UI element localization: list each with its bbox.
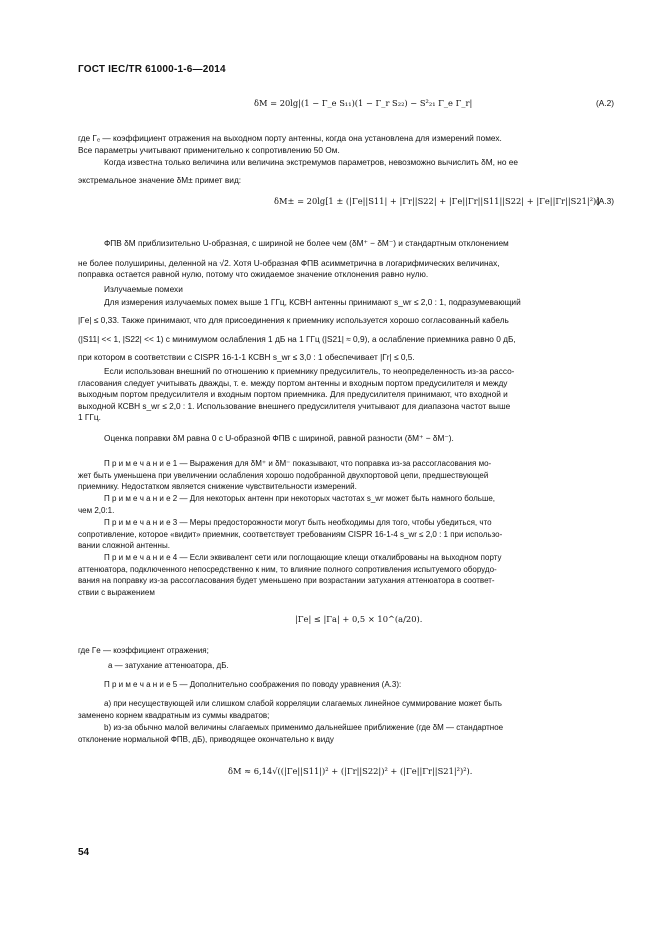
text-line: гласования следует учитывать дважды, т. е. между портом антенны и входным портом предусилителя и между: [78, 377, 508, 388]
text-line: Для измерения излучаемых помех выше 1 ГГц, КСВН антенны принимают s_wr ≤ 2,0 : 1, подразумевающий: [104, 297, 521, 307]
note-3: [78, 517, 612, 552]
text-line: заменено корнем квадратным из суммы квадратов;: [78, 710, 270, 720]
note-5: [78, 679, 612, 691]
equation-a3-number: (A.3): [596, 196, 614, 206]
text-line: П р и м е ч а н и е 2 — Для некоторых антенн при некоторых частотах s_wr может быть намного больше,: [104, 494, 496, 503]
text-line: где Γe — коэффициент отражения;: [78, 646, 209, 655]
note-1: [78, 458, 612, 493]
note-5b: [78, 722, 612, 745]
note-5a: [78, 698, 612, 721]
text-line: экстремальное значение δM± примет вид:: [78, 174, 242, 185]
text-line: П р и м е ч а н и е 5 — Дополнительно соображения по поводу уравнения (A.3):: [104, 680, 402, 689]
text-line: П р и м е ч а н и е 1 — Выражения для δM⁺ и δM⁻ показывают, что поправка из-за рассогласования мо-: [104, 459, 492, 468]
text-line: чем 2,0:1.: [78, 505, 115, 515]
paragraph-extremes: [78, 157, 612, 186]
page-number: 54: [78, 847, 90, 858]
text-line: отклонение нормальной ФПВ, дБ), приводящее окончательно к виду: [78, 734, 334, 744]
text-line: Оценка поправки δM равна 0 с U-образной ФПВ с шириной, равной разности (δM⁺ − δM⁻).: [104, 433, 454, 443]
equation-final: δM ≈ 6,14√((|Γe||S11|)² + (|Γr||S22|)² + (|Γe||Γr||S21|²)²).: [228, 766, 473, 776]
text-line: b) из-за обычно малой величины слагаемых применимо дальнейшее приближение (где δM — стандартное: [104, 723, 504, 732]
text-line: ствии с выражением: [78, 587, 155, 597]
text-line: поправка остается равной нулю, потому что ожидаемое значение отклонения равно нулю.: [78, 269, 429, 280]
text-line: ФПВ δM приблизительно U-образная, с шириной не более чем (δM⁺ − δM⁻) и стандартным отклонением: [104, 238, 509, 248]
text-line: П р и м е ч а н и е 3 — Меры предосторожности могут быть необходимы для того, чтобы убедиться, что: [104, 518, 492, 527]
document-header: ГОСТ IEC/TR 61000-1-6—2014: [78, 64, 226, 75]
text-line: a — затухание аттенюатора, дБ.: [108, 660, 229, 670]
text-line: жет быть уменьшена при увеличении ослабления хорошо подобранной двухпортовой цепи, предшествующей: [78, 470, 489, 480]
sub-heading: [78, 284, 612, 296]
equation-a2: δM = 20lg|(1 − Γ_e S₁₁)(1 − Γ_r S₂₂) − S²₂₁ Γ_e Γ_r|: [254, 98, 473, 108]
text-line: вания на поправку из-за рассогласования будет уменьшено при возрастании затухания аттенюатора в соответ-: [78, 576, 495, 586]
equation-note4: |Γe| ≤ |Γa| + 0,5 × 10^(a/20).: [295, 614, 423, 624]
text-line: выходным портом предусилителя и входным портом приемника. Для предусилителя принимают, что входной и: [78, 389, 508, 400]
text-line: Если использован внешний по отношению к приемнику предусилитель, то неопределенность из-за рассо-: [104, 366, 515, 376]
text-line: аттенюатора, подключенного непосредственно к ним, то влияние полного сопротивления испытуемого оборудо-: [78, 564, 497, 574]
text-line: не более полуширины, деленной на √2. Хотя U-образная ФПВ асимметрична в логарифмических величинах,: [78, 257, 500, 268]
paragraph-estimate: [78, 433, 612, 445]
equation-a2-number: (A.2): [596, 98, 614, 108]
text-line: сопротивление, которое «видит» приемник, соответствует требованиям CISPR 16-1-4 s_wr ≤ 2,0 : 1 при использо-: [78, 529, 503, 539]
paragraph-pdf: [78, 238, 612, 281]
text-line: П р и м е ч а н и е 4 — Если эквивалент сети или поглощающие клещи откалиброваны на выходном порту: [104, 553, 502, 562]
note-4: [78, 552, 612, 598]
text-line: где Γₑ — коэффициент отражения на выходном порту антенны, когда она установлена для измерений помех.: [78, 133, 502, 143]
text-line: выходной КСВН s_wr ≤ 2,0 : 1. Использование внешнего предусилителя учитывают для диапазона частот выше: [78, 400, 511, 411]
text-line: вании сложной антенны.: [78, 541, 170, 551]
text-line: (|S11| << 1, |S22| << 1) с минимумом ослабления 1 дБ на 1 ГГц (|S21| ≈ 0,9), а ослабление приемника равно 0 дБ,: [78, 334, 516, 345]
text-line: приемнику. Недостатком является снижение чувствительности измерений.: [78, 482, 357, 492]
paragraph-preamplifier: [78, 366, 612, 424]
text-line: a) при несуществующей или слишком слабой корреляции слагаемых линейное суммирование может быть: [104, 699, 502, 708]
note-2: [78, 493, 612, 516]
sub-heading-text: Излучаемые помехи: [104, 284, 183, 294]
equation-a3: δM± = 20lg[1 ± (|Γe||S11| + |Γr||S22| + |Γe||Γr||S11||S22| + |Γe||Γr||S21|²)]: [274, 196, 600, 206]
where-block: [78, 645, 612, 671]
text-line: 1 ГГц.: [78, 412, 101, 423]
text-line: Все параметры учитывают применительно к сопротивлению 50 Ом.: [78, 144, 340, 155]
text-line: Когда известна только величина или величина экстремумов параметров, невозможно вычислить δM, но ее: [104, 157, 519, 167]
paragraph-reflection: [78, 133, 612, 156]
text-line: |Γe| ≤ 0,33. Также принимают, что для присоединения к приемнику используется хорошо согласованный кабель: [78, 314, 509, 325]
text-line: при котором в соответствии с CISPR 16-1-1 КСВН s_wr ≤ 3,0 : 1 обеспечивает |Γr| ≤ 0,5.: [78, 351, 415, 362]
paragraph-radiated: [78, 297, 612, 363]
